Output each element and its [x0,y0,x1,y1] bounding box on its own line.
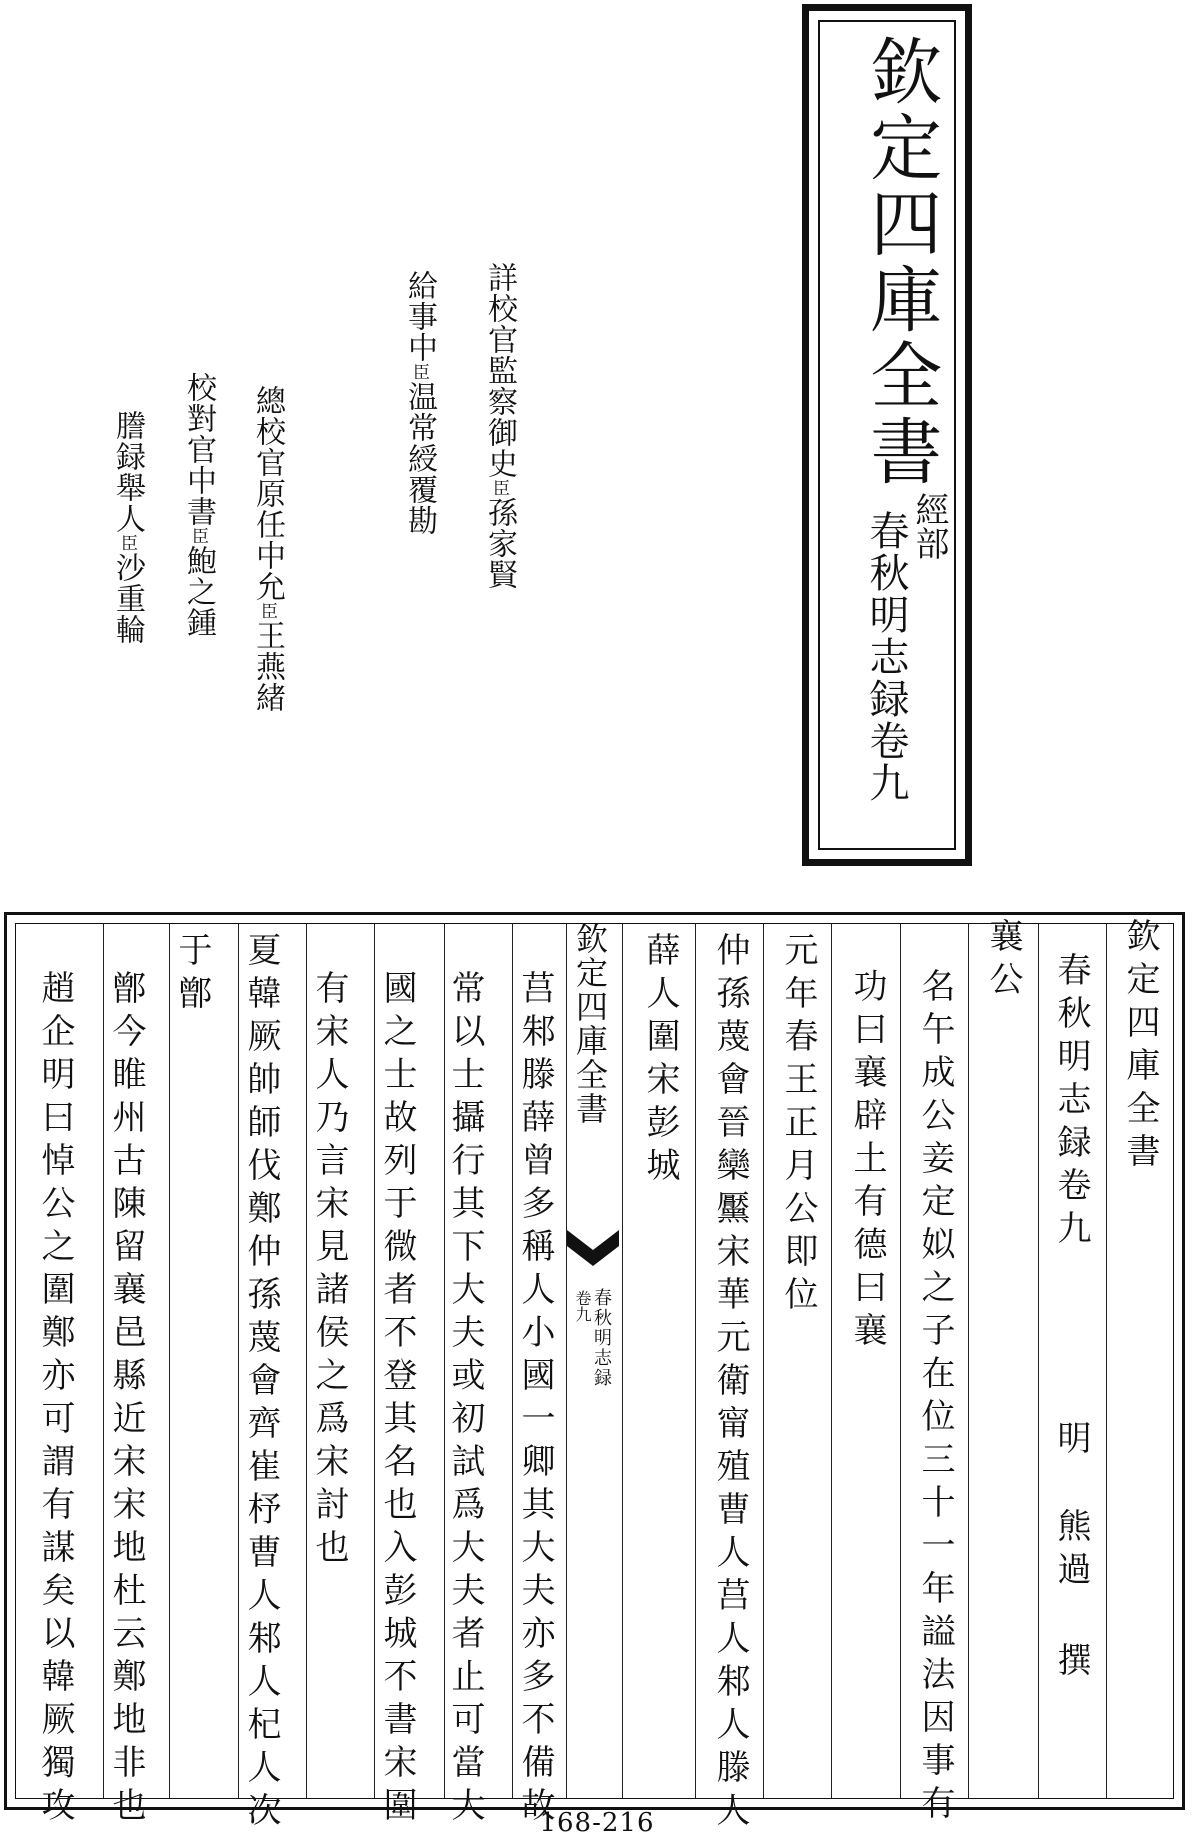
credit-copyist-name: 沙重輪 [110,552,145,645]
title-label-box [802,4,972,866]
credit-proofreader-chen: 臣 [489,479,509,497]
author-name: 熊過 [1051,1508,1091,1594]
annal-entry-3: 薛人圍宋彭城 [640,932,680,1190]
commentary-line-5: 鄫今睢州古陳留襄邑縣近宋宋地杜云鄭地非也 [106,970,146,1830]
column-rule [900,924,901,1798]
column-rule [1038,924,1039,1798]
column-rule [512,924,513,1798]
column-rule [169,924,170,1798]
credit-reviewer-name: 温常綬覆勘 [402,381,437,536]
column-rule [968,924,969,1798]
banxin-volume: 卷九 [573,1290,592,1322]
column-rule [103,924,104,1798]
column-rule [374,924,375,1798]
commentary-line-6: 趙企明曰悼公之圍鄭亦可謂有謀矣以韓厥獨攻 [35,970,75,1830]
column-rule [1106,924,1107,1798]
commentary-line-1: 莒邾滕薛曾多稱人小國一卿其大夫亦多不備故 [515,970,555,1830]
credit-chief-role: 總校官原任中允 [250,385,285,602]
author-dynasty: 明 [1051,1420,1091,1463]
credit-chief-chen: 臣 [257,602,277,620]
credit-reviewer-role: 給事中 [402,270,437,363]
banxin-rule [566,924,567,1798]
credit-collator [181,372,216,638]
banxin-title: 欽定四庫全書 [571,922,609,1126]
column-rule [763,924,764,1798]
page-number: 168-216 [539,1808,655,1838]
book-volume-title: 春秋明志録卷九 [863,510,909,804]
annal-entry-2: 仲孫蔑會晉欒黶宋華元衛甯殖曹人莒人邾人滕人 [710,932,750,1835]
commentary-line-2: 常以士攝行其下大夫或初試爲大夫者止可當大 [445,970,485,1830]
duke-note-1: 名午成公妾定姒之子在位三十一年謚法因事有 [915,968,955,1828]
annal-entry-5: 于鄫 [172,932,212,1018]
book-title: 春秋明志録卷九 [1051,952,1091,1253]
credit-collator-chen: 臣 [188,527,208,545]
fishtail-mark [565,1228,621,1270]
credit-copyist-chen: 臣 [117,534,137,552]
duke-heading: 襄公 [983,918,1023,1004]
credit-proofreader [482,262,517,590]
commentary-line-3: 國之士故列于微者不登其名也入彭城不書宋圍 [377,970,417,1830]
column-rule [238,924,239,1798]
credit-collator-role: 校對官中書 [181,372,216,527]
credit-reviewer-chen: 臣 [409,363,429,381]
credit-reviewer [402,270,437,536]
duke-note-2: 功曰襄辟土有德曰襄 [847,968,887,1355]
page-header-title: 欽定四庫全書 [1120,918,1160,1176]
credit-proofreader-role: 詳校官監察御史 [482,262,517,479]
credit-collator-name: 鮑之鍾 [181,545,216,638]
credit-proofreader-name: 孫家賢 [482,497,517,590]
title-label-inner-border [818,20,956,850]
banxin-book-title: 春秋明志録 [591,1288,612,1388]
section-name: 經部 [909,492,949,560]
annal-entry-4: 夏韓厥帥師伐鄭仲孫蔑會齊崔杼曹人邾人杞人次 [241,932,281,1835]
credit-copyist [110,410,145,645]
credit-chief-proofreader [250,385,285,713]
column-rule [831,924,832,1798]
collection-title: 欽定四庫全書 [858,34,943,490]
annal-entry-1: 元年春王正月公即位 [778,932,818,1319]
banxin-rule [622,924,623,1798]
credit-chief-name: 王燕緒 [250,620,285,713]
author-verb: 撰 [1051,1642,1091,1685]
commentary-line-4: 有宋人乃言宋見諸侯之爲宋討也 [309,970,349,1572]
column-rule [306,924,307,1798]
column-rule [695,924,696,1798]
credit-copyist-role: 謄録舉人 [110,410,145,534]
